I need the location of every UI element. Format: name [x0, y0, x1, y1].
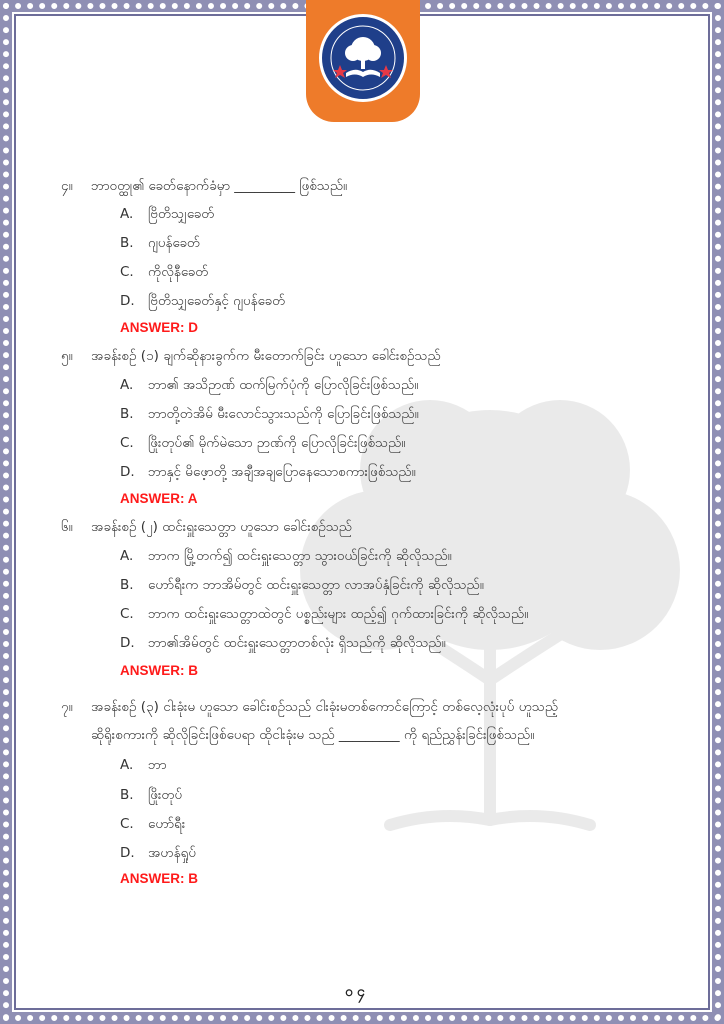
question-7-continued: [91, 721, 681, 749]
question-text-line-2: ဆိုရိုးစကားကို ဆိုလိုခြင်းဖြစ်ပေရာ ထိုငါးခုံးမ သည် _________ ကို ရည်ညွှန်းခြင်းဖြစ်သည်။: [91, 727, 535, 743]
option-text: ဘာ၏အိမ်တွင် ထင်းရှူးသေတ္တာတစ်လုံး ရှိသည်ကို ဆိုလိုသည်။: [148, 635, 446, 651]
option-letter: B.: [120, 577, 134, 593]
option-text: ကိုလိုနီခေတ်: [148, 264, 209, 280]
option-d: [120, 843, 680, 863]
option-letter: D.: [120, 464, 135, 480]
option-letter: A.: [120, 757, 134, 773]
option-text: ဘာက မြို့တက်၍ ထင်းရှူးသေတ္တာ သွားဝယ်ခြင်းကို ဆိုလိုသည်။: [148, 548, 452, 564]
option-letter: B.: [120, 787, 134, 803]
question-text: အခန်းစဉ် (၁) ချက်ဆိုနားခွက်က မီးတောက်ခြင်း ဟူသော ခေါင်းစဉ်သည်: [91, 348, 441, 364]
option-letter: A.: [120, 548, 134, 564]
question-text: အခန်းစဉ် (၂) ထင်းရှူးသေတ္တာ ဟူသော ခေါင်းစဉ်သည်: [91, 519, 352, 535]
option-b: [120, 575, 680, 595]
option-b: [120, 233, 680, 253]
option-b: [120, 404, 680, 424]
question-number: ၇။: [61, 699, 73, 715]
question-text: အခန်းစဉ် (၃) ငါးခုံးမ ဟူသော ခေါင်းစဉ်သည် ငါးခုံးမတစ်ကောင်ကြောင့် တစ်လေ့လုံးပုပ် ဟူသည့်: [91, 699, 559, 715]
option-text: ဖြိုးတုပ်၏ မိုက်မဲသော ဉာဏ်ကို ပြောလိုခြင်းဖြစ်သည်။: [148, 435, 406, 451]
option-text: ဘာက ထင်းရှူးသေတ္တာထဲတွင် ပစ္စည်းများ ထည့်၍ ဂုက်ထားခြင်းကို ဆိုလိုသည်။: [148, 606, 529, 622]
question-4: [61, 172, 681, 200]
option-c: [120, 814, 680, 834]
question-number: ၅။: [61, 348, 73, 364]
question-text: ဘာဝတ္ထု၏ ခေတ်နောက်ခံမှာ _________ ဖြစ်သည်။: [91, 178, 348, 194]
option-letter: C.: [120, 264, 134, 280]
question-5: [61, 342, 681, 370]
answer-label: ANSWER: B: [120, 663, 198, 678]
answer-label: ANSWER: D: [120, 320, 198, 335]
option-a: [120, 755, 680, 775]
option-text: ဟော်ရီးက ဘာအိမ်တွင် ထင်းရှူးသေတ္တာ လာအပ်နှံခြင်းကို ဆိုလိုသည်။: [148, 577, 484, 593]
option-b: [120, 785, 680, 805]
option-letter: B.: [120, 235, 134, 251]
option-a: [120, 375, 680, 395]
option-text: ဘာ: [148, 757, 167, 773]
option-c: [120, 604, 680, 624]
question-number: ၄။: [61, 178, 73, 194]
option-c: [120, 262, 680, 282]
option-text: ဘာတို့တဲအိမ် မီးလောင်သွားသည်ကို ပြောခြင်းဖြစ်သည်။: [148, 406, 419, 422]
option-letter: D.: [120, 845, 135, 861]
option-letter: C.: [120, 816, 134, 832]
option-d: [120, 633, 680, 653]
option-a: [120, 546, 680, 566]
option-letter: D.: [120, 293, 135, 309]
page-number: ၀၄: [345, 984, 369, 1000]
option-text: ဖြိုးတုပ်: [148, 787, 183, 803]
answer-label: ANSWER: A: [120, 491, 198, 506]
option-text: ဂျပန်ခေတ်: [148, 235, 201, 251]
option-letter: D.: [120, 635, 135, 651]
option-letter: C.: [120, 606, 134, 622]
answer-label: ANSWER: B: [120, 871, 198, 886]
option-text: ဗြိတိသျှခေတ်: [148, 206, 215, 222]
question-7: [61, 693, 681, 721]
option-letter: C.: [120, 435, 134, 451]
question-6: [61, 513, 681, 541]
option-letter: A.: [120, 206, 134, 222]
option-letter: A.: [120, 377, 134, 393]
option-c: [120, 433, 680, 453]
option-text: ဘာနှင့် မိဖေ့ာတို့ အချီအချပြောနေသောစကားဖြစ်သည်။: [148, 464, 416, 480]
question-number: ၆။: [61, 519, 73, 535]
option-text: ဘာ၏ အသိဉာဏ် ထက်မြက်ပုံကို ပြောလိုခြင်းဖြစ်သည်။: [148, 377, 419, 393]
option-text: ဗြိတိသျှခေတ်နှင့် ဂျပန်ခေတ်: [148, 293, 286, 309]
option-d: [120, 291, 680, 311]
option-a: [120, 204, 680, 224]
option-text: ဟော်ရီး: [148, 816, 186, 832]
option-text: အဟန်ရှုပ်: [148, 845, 197, 861]
option-letter: B.: [120, 406, 134, 422]
option-d: [120, 462, 680, 482]
